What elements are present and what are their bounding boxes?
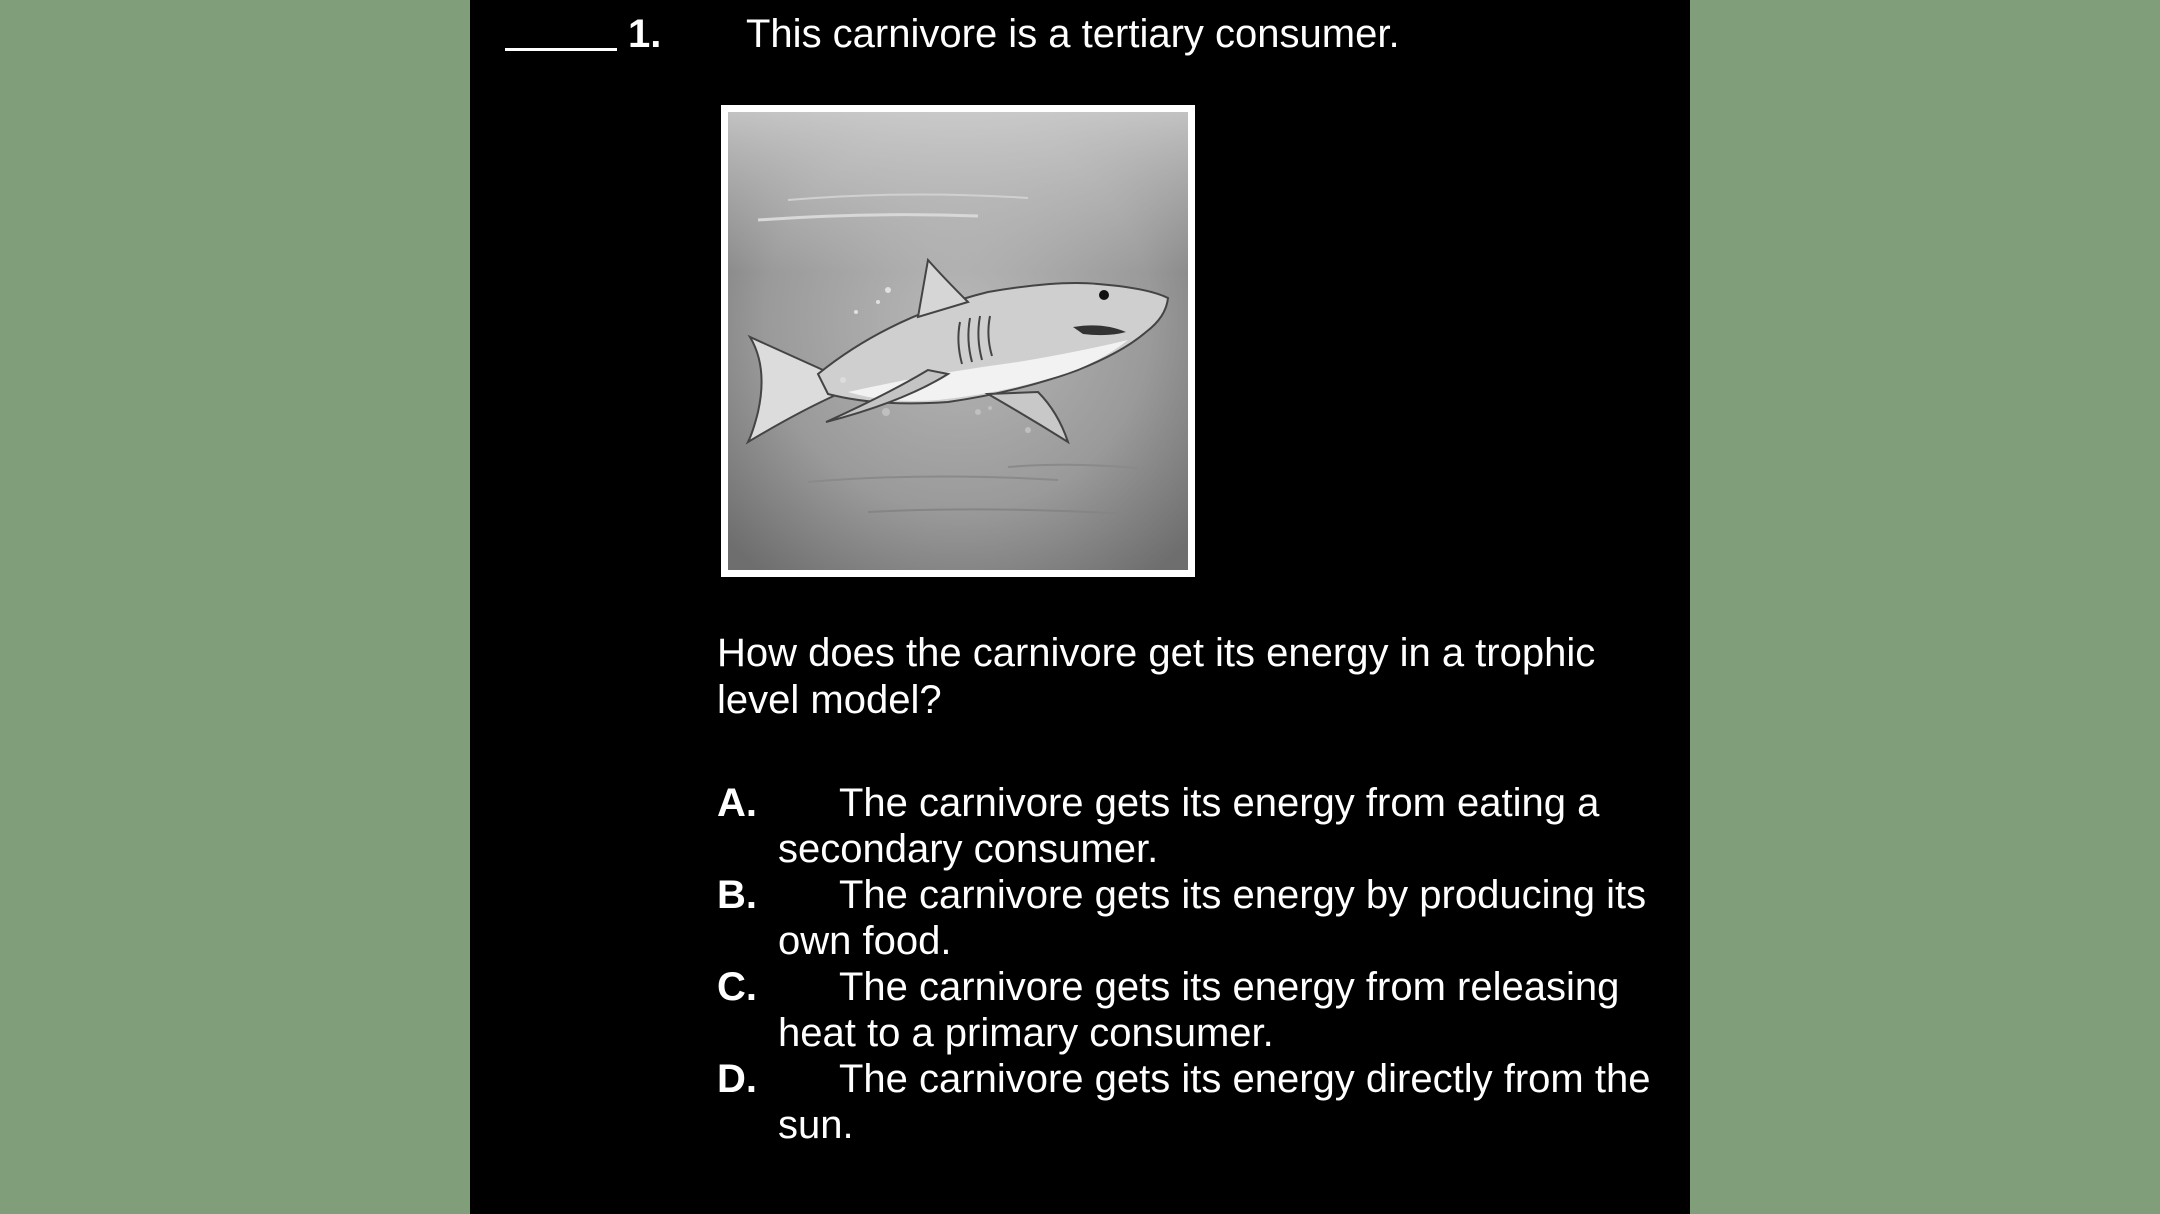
choice-text: The carnivore gets its energy directly from the sun. bbox=[778, 1057, 1651, 1147]
question-number: 1. bbox=[628, 12, 662, 56]
question-statement: This carnivore is a tertiary consumer. bbox=[746, 12, 1400, 56]
choice-letter: A. bbox=[717, 781, 757, 825]
choice-text: The carnivore gets its energy from releasing heat to a primary consumer. bbox=[778, 965, 1620, 1055]
choice-a[interactable] bbox=[717, 780, 1657, 872]
shark-icon bbox=[728, 112, 1188, 570]
shark-illustration bbox=[721, 105, 1195, 577]
choice-letter: B. bbox=[717, 873, 757, 917]
choice-d[interactable] bbox=[717, 1056, 1657, 1148]
answer-choices bbox=[717, 780, 1657, 1148]
choice-text: The carnivore gets its energy by producing its own food. bbox=[778, 873, 1647, 963]
choice-text: The carnivore gets its energy from eating a secondary consumer. bbox=[778, 781, 1600, 871]
answer-blank[interactable] bbox=[505, 48, 617, 51]
worksheet-page bbox=[470, 0, 1690, 1214]
question-prompt: How does the carnivore get its energy in a trophic level model? bbox=[717, 631, 1596, 722]
choice-b[interactable] bbox=[717, 872, 1657, 964]
choice-c[interactable] bbox=[717, 964, 1657, 1056]
choice-letter: C. bbox=[717, 965, 757, 1009]
choice-letter: D. bbox=[717, 1057, 757, 1101]
